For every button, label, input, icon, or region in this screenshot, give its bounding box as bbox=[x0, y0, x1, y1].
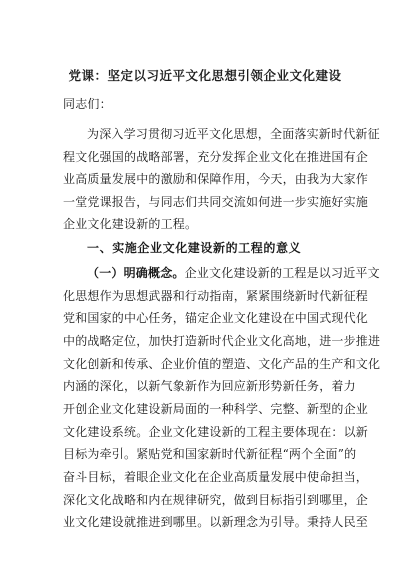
body-line: 内涵的深化，以新气象新作为回应新形势新任务，着力 bbox=[63, 379, 356, 393]
section-heading: 一、实施企业文化建设新的工程的意义 bbox=[87, 241, 302, 255]
body-line: 文化创新和传承、企业价值的塑造、文化产品的生产和文化 bbox=[63, 357, 381, 371]
intro-line: 业高质量发展中的激励和保障作用，今天，由我为大家作 bbox=[63, 172, 369, 186]
intro-line: 为深入学习贯彻习近平文化思想，全面落实新时代新征 bbox=[87, 127, 380, 141]
body-line: 深化文化战略和内在规律研究，做到目标指引到哪里，企 bbox=[63, 493, 369, 507]
intro-line: 企业文化建设新的工程。 bbox=[63, 217, 198, 231]
body-line: 奋斗目标，着眼企业文化在企业高质量发展中使命担当， bbox=[63, 470, 369, 484]
subsection-text: 企业文化建设新的工程是以习近平文 bbox=[184, 266, 380, 280]
subsection-label: （一）明确概念。 bbox=[87, 266, 185, 280]
body-line: 党和国家的中心任务，锚定企业文化建设在中国式现代化 bbox=[63, 311, 369, 325]
body-line: 业文化建设就推进到哪里。以新理念为引导。秉持人民至 bbox=[63, 515, 369, 529]
intro-line: 一堂党课报告，与同志们共同交流如何进一步实施好实施 bbox=[63, 195, 369, 209]
subsection-first-line bbox=[87, 265, 380, 281]
body-line: 目标为牵引。紧贴党和国家新时代新征程“两个全面”的 bbox=[63, 447, 357, 461]
body-line: 文化建设系统。企业文化建设新的工程主要体现在：以新 bbox=[63, 425, 369, 439]
intro-line: 程文化强国的战略部署，充分发挥企业文化在推进国有企 bbox=[63, 150, 369, 164]
document-title: 党课：坚定以习近平文化思想引领企业文化建设 bbox=[68, 68, 342, 83]
salutation: 同志们： bbox=[63, 97, 112, 111]
body-line: 开创企业文化建设新局面的一种科学、完整、新型的企业 bbox=[63, 402, 369, 416]
body-line: 化思想作为思想武器和行动指南，紧紧围绕新时代新征程 bbox=[63, 289, 369, 303]
body-line: 中的战略定位，加快打造新时代企业文化高地，进一步推进 bbox=[63, 334, 381, 348]
